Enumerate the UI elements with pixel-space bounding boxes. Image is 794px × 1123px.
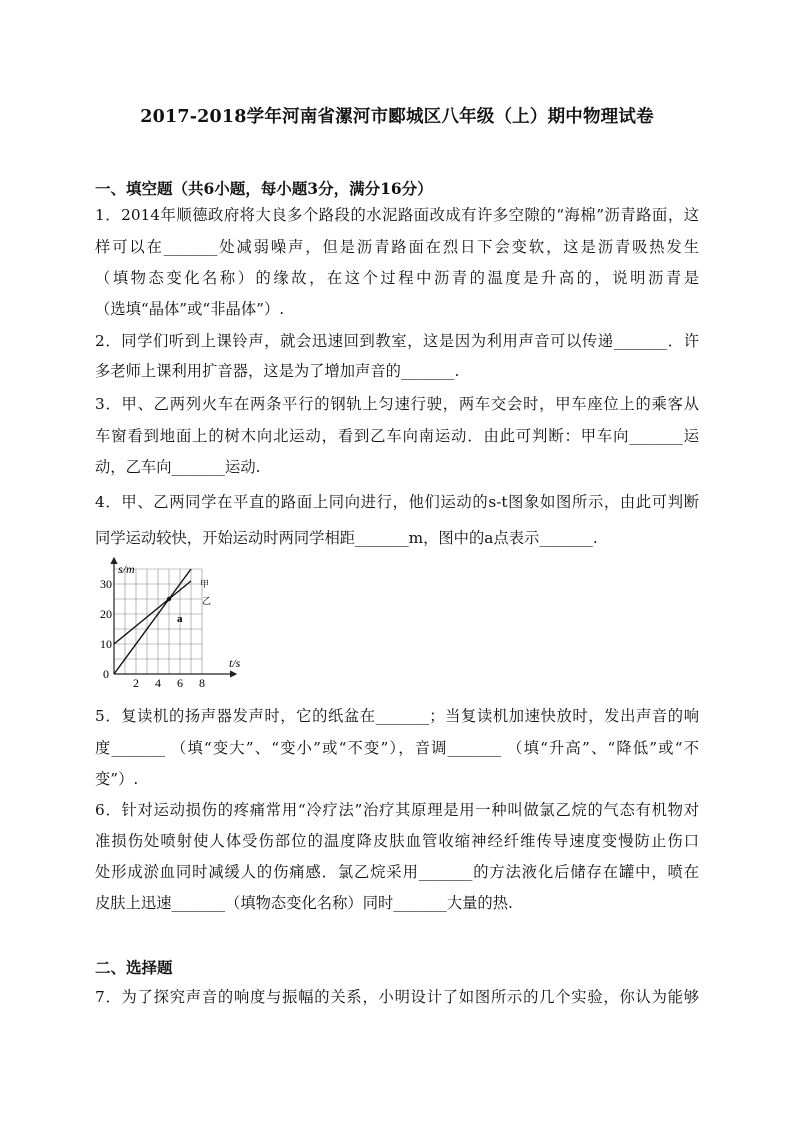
y-axis-label: s/m	[118, 562, 135, 576]
question-line: 变”）.	[95, 770, 139, 788]
y-tick-label: 20	[100, 607, 112, 621]
series-label-yi: 乙	[202, 596, 212, 606]
question-line: 1．2014年顺德政府将大良多个路段的水泥路面改成有许多空隙的“海棉”沥青路面，这	[95, 206, 699, 224]
question-line: 准损伤处喷射使人体受伤部位的温度降皮肤血管收缩神经纤维传导速度变慢防止伤口	[95, 832, 699, 850]
section-heading-fill-in: 一、填空题（共6小题，每小题3分，满分16分）	[95, 179, 433, 198]
x-tick-label: 4	[155, 676, 161, 689]
question-line: 3．甲、乙两列火车在两条平行的钢轨上匀速行驶，两车交会时，甲车座位上的乘客从	[95, 395, 699, 413]
x-axis-label: t/s	[229, 656, 241, 670]
x-tick-label: 6	[177, 676, 183, 689]
point-label-a: a	[177, 613, 183, 625]
question-line: 样可以在_______处减弱噪声，但是沥青路面在烈日下会变软，这是沥青吸热发生	[95, 238, 699, 256]
st-graph-figure	[92, 554, 242, 689]
y-tick-label: 30	[100, 577, 112, 591]
question-line: 2．同学们听到上课铃声，就会迅速回到教室，这是因为利用声音可以传递_______．许	[95, 332, 699, 350]
question-line: 同学运动较快，开始运动时两同学相距_______m，图中的a点表示_______.	[95, 529, 598, 547]
question-line: 5．复读机的扬声器发声时，它的纸盆在_______；当复读机加速快放时，发出声音的响	[95, 707, 699, 725]
y-tick-label: 10	[100, 637, 112, 651]
series-label-jia: 甲	[200, 579, 210, 589]
question-line: 处形成淤血同时减缓人的伤痛感．氯乙烷采用_______的方法液化后储存在罐中，喷在	[95, 863, 699, 881]
page-title: 2017-2018学年河南省漯河市郾城区八年级（上）期中物理试卷	[140, 107, 654, 127]
question-line: （填物态变化名称）的缘故，在这个过程中沥青的温度是升高的，说明沥青是	[95, 269, 699, 287]
question-line: 皮肤上迅速_______（填物态变化名称）同时_______大量的热.	[95, 894, 513, 912]
question-line: 7．为了探究声音的响度与振幅的关系，小明设计了如图所示的几个实验，你认为能够	[95, 988, 699, 1006]
question-line: 4．甲、乙两同学在平直的路面上同向进行，他们运动的s-t图象如图所示，由此可判断	[95, 493, 699, 511]
question-line: 车窗看到地面上的树木向北运动，看到乙车向南运动．由此可判断：甲车向_______运	[95, 427, 699, 445]
question-line: 6．针对运动损伤的疼痛常用“冷疗法”治疗其原理是用一种叫做氯乙烷的气态有机物对	[95, 801, 700, 819]
x-tick-label: 8	[199, 676, 205, 689]
x-tick-label: 2	[133, 676, 139, 689]
section-heading-choice: 二、选择题	[95, 958, 173, 977]
question-line: 动，乙车向_______运动.	[95, 458, 261, 476]
intersection-point-a	[167, 597, 171, 601]
question-line: 多老师上课利用扩音器，这是为了增加声音的_______.	[95, 362, 460, 380]
question-line: 度_______ （填“变大”、“变小”或“不变”），音调_______ （填“升高”、“降低”或“不	[95, 739, 699, 757]
y-tick-label: 0	[103, 667, 109, 681]
question-line: （选填“晶体”或“非晶体”）.	[95, 300, 285, 318]
